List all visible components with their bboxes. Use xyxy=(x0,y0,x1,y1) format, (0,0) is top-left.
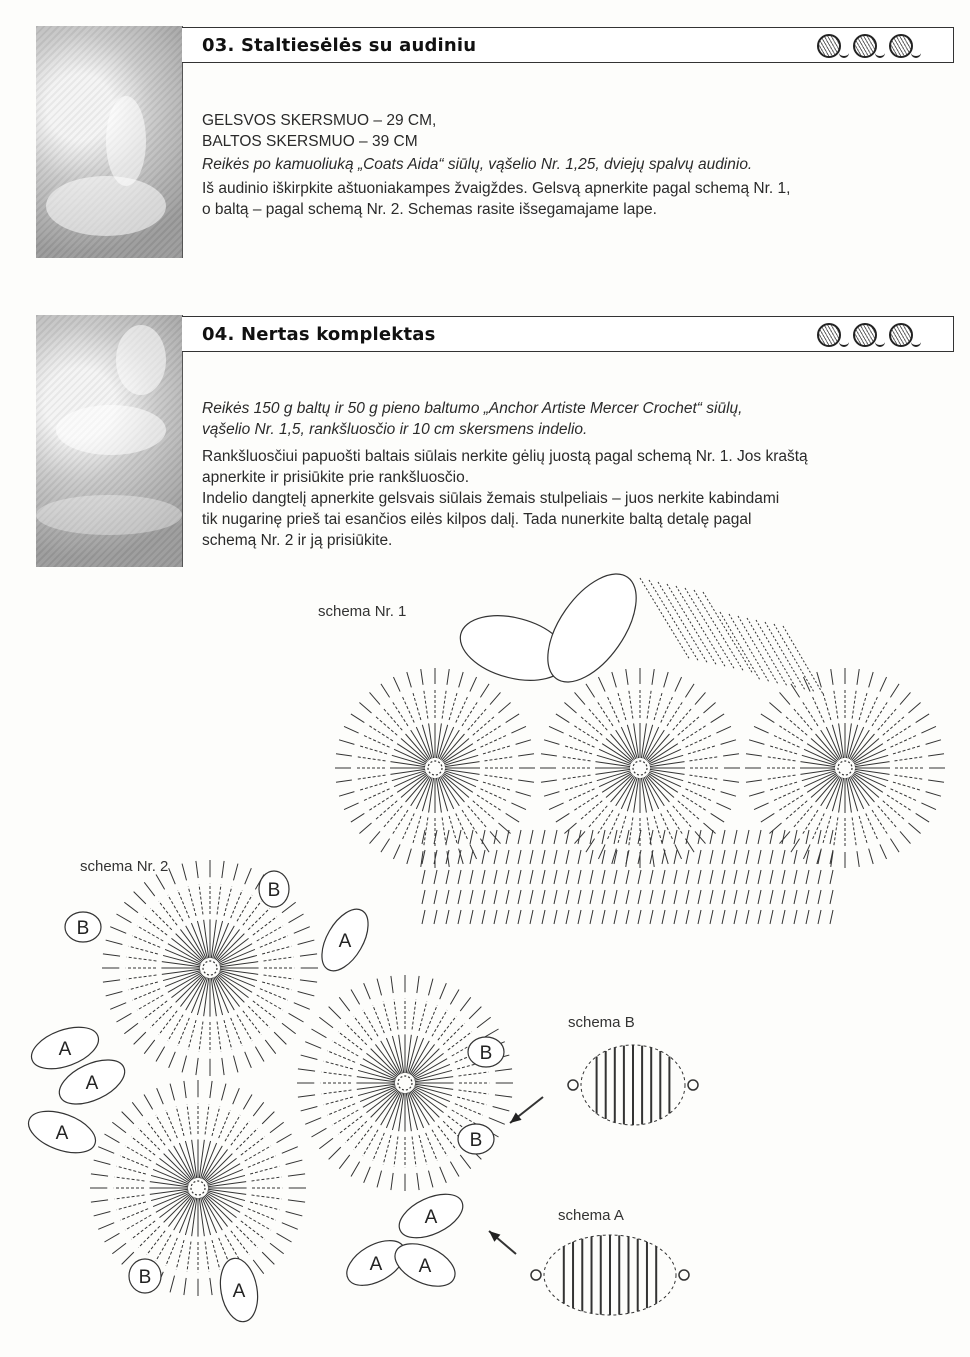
leaf-label: A xyxy=(58,1039,72,1060)
leaf-label: B xyxy=(138,1267,152,1288)
instructions-03-line2: o baltą – pagal schemą Nr. 2. Schemas rasite išsegamajame lape. xyxy=(202,201,657,218)
leaf-label: B xyxy=(76,918,90,939)
instructions-04-p1-line1: Rankšluosčiui papuošti baltais siūlais nerkite gėlių juostą pagal schemą Nr. 1. Jos kraštą xyxy=(202,448,808,465)
materials-04-line2: vąšelio Nr. 1,5, rankšluosčio ir 10 cm skersmens indelio. xyxy=(202,421,588,438)
flower-motif xyxy=(838,761,852,775)
leaf-label: A xyxy=(369,1254,383,1275)
schema-1-label: schema Nr. 1 xyxy=(318,603,407,620)
diameter-white: BALTOS SKERSMUO – 39 CM xyxy=(202,133,418,150)
leaf-label: B xyxy=(479,1043,493,1064)
diameter-yellow: GELSVOS SKERSMUO – 29 CM, xyxy=(202,112,437,129)
flower-motif xyxy=(191,1181,205,1195)
leaf-label: A xyxy=(85,1073,99,1094)
chain-ring xyxy=(531,1270,541,1280)
schema-b-label: schema B xyxy=(568,1014,635,1031)
flower-motif xyxy=(203,961,217,975)
leaf-label: A xyxy=(424,1207,438,1228)
instructions-04-p1-line2: apnerkite ir prisiūkite prie rankšluosčio. xyxy=(202,469,470,486)
leaf-label: A xyxy=(338,931,352,952)
materials-04-line1: Reikės 150 g baltų ir 50 g pieno baltumo „Anchor Artiste Mercer Crochet“ siūlų, xyxy=(202,400,743,417)
section-04-title: 04. Nertas komplektas xyxy=(202,324,436,345)
flower-motif xyxy=(633,761,647,775)
leaf-label: B xyxy=(267,880,281,901)
instructions-04-p2-line2: tik nugarinę prieš tai esančios eilės kilpos dalį. Tada nunerkite baltą detalę pagal xyxy=(202,511,752,528)
chain-ring xyxy=(679,1270,689,1280)
leaf-label: A xyxy=(418,1256,432,1277)
flower-motif xyxy=(428,761,442,775)
materials-03: Reikės po kamuoliuką „Coats Aida“ siūlų, vąšelio Nr. 1,25, dviejų spalvų audinio. xyxy=(202,156,753,173)
instructions-03-line1: Iš audinio iškirpkite aštuoniakampes žvaigždes. Gelsvą apnerkite pagal schemą Nr. 1, xyxy=(202,180,791,197)
leaf-label: B xyxy=(469,1130,483,1151)
flower-motif xyxy=(398,1076,412,1090)
instructions-04-p2-line1: Indelio dangtelį apnerkite gelsvais siūlais žemais stulpeliais – juos nerkite kabindami xyxy=(202,490,780,507)
schema-a-label: schema A xyxy=(558,1207,624,1224)
schema-2-label: schema Nr. 2 xyxy=(80,858,169,875)
section-03-title: 03. Staltiesėlės su audiniu xyxy=(202,35,477,56)
chain-ring xyxy=(688,1080,698,1090)
instructions-04-p2-line3: schemą Nr. 2 ir ją prisiūkite. xyxy=(202,532,393,549)
leaf-label: A xyxy=(55,1123,69,1144)
leaf-label: A xyxy=(232,1281,246,1302)
chain-ring xyxy=(568,1080,578,1090)
